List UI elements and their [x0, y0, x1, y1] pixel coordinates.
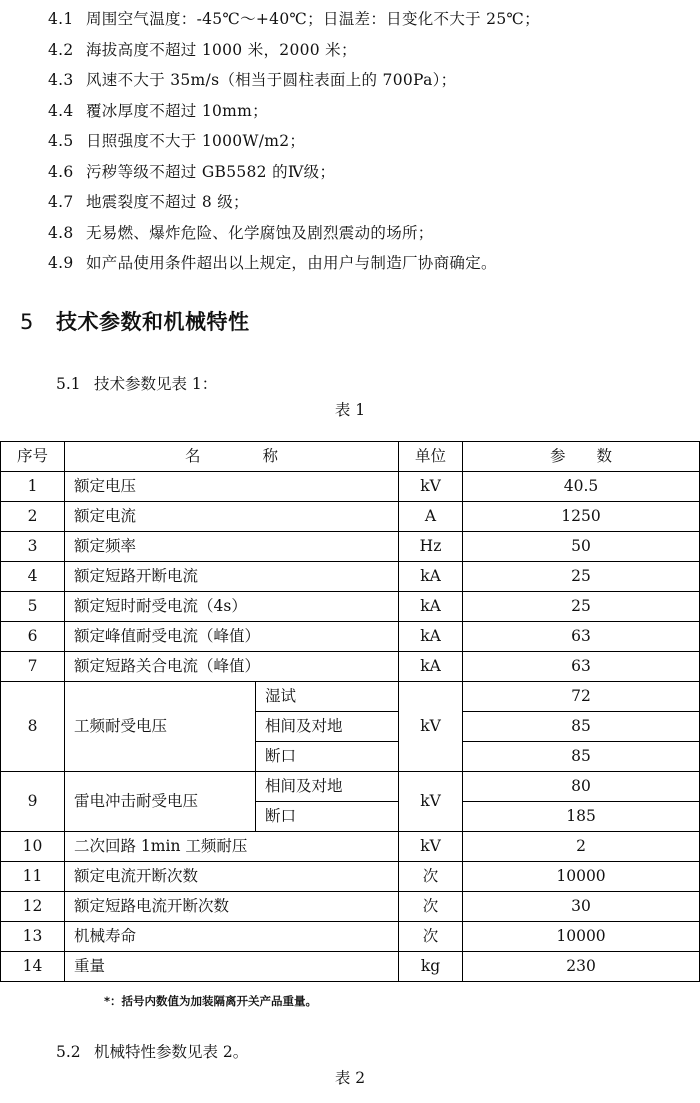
- condition-item: [48, 126, 540, 157]
- table-row: [1, 862, 700, 892]
- cell-unit: kA: [399, 622, 463, 652]
- table-row: [1, 952, 700, 982]
- condition-text: 地震裂度不超过 8 级；: [86, 193, 249, 211]
- cell-value: 63: [463, 622, 700, 652]
- cell-seq: 2: [1, 502, 65, 532]
- cell-value: 25: [463, 592, 700, 622]
- cell-seq: 4: [1, 562, 65, 592]
- cell-unit: kA: [399, 652, 463, 682]
- cell-sub-label: 断口: [256, 802, 399, 832]
- cell-name: 额定电流开断次数: [65, 862, 399, 892]
- operating-conditions-list: [48, 4, 540, 279]
- condition-text: 周围空气温度：-45℃～+40℃；日温差：日变化不大于 25℃；: [86, 10, 540, 28]
- cell-seq: 13: [1, 922, 65, 952]
- table-row: [1, 532, 700, 562]
- cell-name: 重量: [65, 952, 399, 982]
- condition-number: 4.8: [48, 223, 74, 242]
- paragraph-5-2: [56, 1040, 248, 1062]
- condition-number: 4.3: [48, 71, 74, 89]
- cell-value: 185: [463, 802, 700, 832]
- cell-unit: 次: [399, 862, 463, 892]
- cell-name: 额定峰值耐受电流（峰值）: [65, 622, 399, 652]
- cell-unit: kV: [399, 682, 463, 772]
- cell-sub-label: 湿试: [256, 682, 399, 712]
- condition-number: 4.5: [48, 132, 74, 150]
- paragraph-5-1: [56, 372, 217, 394]
- condition-text: 风速不大于 35m/s（相当于圆柱表面上的 700Pa）；: [86, 71, 457, 89]
- condition-item: [48, 157, 540, 188]
- cell-seq: 10: [1, 832, 65, 862]
- table1-footnote: *：括号内数值为加装隔离开关产品重量。: [104, 994, 318, 1008]
- cell-seq: 6: [1, 622, 65, 652]
- section-heading: [20, 306, 250, 336]
- cell-sub-label: 相间及对地: [256, 772, 399, 802]
- cell-unit: kA: [399, 562, 463, 592]
- header-name: 名 称: [65, 442, 399, 472]
- cell-name: 额定电压: [65, 472, 399, 502]
- cell-seq: 9: [1, 772, 65, 832]
- cell-unit: Hz: [399, 532, 463, 562]
- condition-text: 污秽等级不超过 GB5582 的Ⅳ级；: [86, 162, 336, 181]
- cell-sub-label: 断口: [256, 742, 399, 772]
- condition-number: 4.6: [48, 162, 74, 181]
- table-row: [1, 772, 700, 802]
- cell-value: 25: [463, 562, 700, 592]
- condition-item: [48, 96, 540, 127]
- cell-seq: 14: [1, 952, 65, 982]
- cell-value: 2: [463, 832, 700, 862]
- cell-value: 85: [463, 712, 700, 742]
- cell-name: 额定短时耐受电流（4s）: [65, 592, 399, 622]
- technical-parameters-table: [0, 441, 700, 982]
- table-row: [1, 652, 700, 682]
- cell-name: 额定短路电流开断次数: [65, 892, 399, 922]
- cell-name: 额定短路开断电流: [65, 562, 399, 592]
- header-param: 参 数: [463, 442, 700, 472]
- condition-item: [48, 187, 540, 218]
- cell-value: 10000: [463, 862, 700, 892]
- cell-seq: 11: [1, 862, 65, 892]
- cell-value: 85: [463, 742, 700, 772]
- table-row: [1, 592, 700, 622]
- cell-value: 30: [463, 892, 700, 922]
- table2-caption: 表 2: [334, 1069, 366, 1087]
- header-unit: 单位: [399, 442, 463, 472]
- cell-unit: kV: [399, 772, 463, 832]
- table-row: [1, 832, 700, 862]
- cell-value: 10000: [463, 922, 700, 952]
- condition-number: 4.4: [48, 101, 74, 120]
- cell-unit: kA: [399, 592, 463, 622]
- cell-value: 1250: [463, 502, 700, 532]
- paragraph-text: 技术参数见表 1：: [94, 375, 218, 393]
- cell-value: 63: [463, 652, 700, 682]
- header-seq: 序号: [1, 442, 65, 472]
- cell-name: 额定短路关合电流（峰值）: [65, 652, 399, 682]
- paragraph-number: 5.1: [56, 375, 81, 393]
- table-row: [1, 562, 700, 592]
- cell-value: 50: [463, 532, 700, 562]
- condition-number: 4.9: [48, 254, 74, 272]
- cell-unit: kg: [399, 952, 463, 982]
- table-header-row: [1, 442, 700, 472]
- condition-number: 4.7: [48, 193, 74, 211]
- condition-item: [48, 65, 540, 96]
- cell-value: 40.5: [463, 472, 700, 502]
- cell-name: 工频耐受电压: [65, 682, 256, 772]
- condition-item: [48, 35, 540, 66]
- table-row: [1, 502, 700, 532]
- cell-unit: 次: [399, 892, 463, 922]
- condition-text: 海拔高度不超过 1000 米，2000 米；: [86, 40, 357, 59]
- cell-name: 额定频率: [65, 532, 399, 562]
- paragraph-text: 机械特性参数见表 2。: [94, 1043, 249, 1061]
- cell-sub-label: 相间及对地: [256, 712, 399, 742]
- cell-value: 80: [463, 772, 700, 802]
- cell-name: 二次回路 1min 工频耐压: [65, 832, 399, 862]
- table-row: [1, 622, 700, 652]
- cell-value: 230: [463, 952, 700, 982]
- condition-item: [48, 4, 540, 35]
- section-number: 5: [20, 310, 34, 334]
- cell-seq: 1: [1, 472, 65, 502]
- paragraph-number: 5.2: [56, 1043, 81, 1061]
- condition-text: 如产品使用条件超出以上规定，由用户与制造厂协商确定。: [86, 254, 497, 272]
- cell-seq: 3: [1, 532, 65, 562]
- table-row: [1, 922, 700, 952]
- cell-unit: kV: [399, 832, 463, 862]
- cell-name: 雷电冲击耐受电压: [65, 772, 256, 832]
- cell-name: 机械寿命: [65, 922, 399, 952]
- cell-seq: 12: [1, 892, 65, 922]
- condition-text: 日照强度不大于 1000W/m2；: [86, 132, 306, 150]
- cell-seq: 7: [1, 652, 65, 682]
- cell-unit: A: [399, 502, 463, 532]
- condition-item: [48, 218, 540, 249]
- condition-text: 覆冰厚度不超过 10mm；: [86, 101, 268, 120]
- cell-value: 72: [463, 682, 700, 712]
- table-row: [1, 682, 700, 712]
- section-title: 技术参数和机械特性: [56, 310, 250, 334]
- table-row: [1, 892, 700, 922]
- condition-number: 4.2: [48, 40, 74, 59]
- cell-unit: 次: [399, 922, 463, 952]
- cell-seq: 8: [1, 682, 65, 772]
- condition-item: [48, 248, 540, 279]
- cell-seq: 5: [1, 592, 65, 622]
- table-row: [1, 472, 700, 502]
- condition-text: 无易燃、爆炸危险、化学腐蚀及剧烈震动的场所；: [86, 223, 434, 242]
- table1-caption: 表 1: [334, 401, 366, 419]
- condition-number: 4.1: [48, 10, 74, 28]
- cell-name: 额定电流: [65, 502, 399, 532]
- cell-unit: kV: [399, 472, 463, 502]
